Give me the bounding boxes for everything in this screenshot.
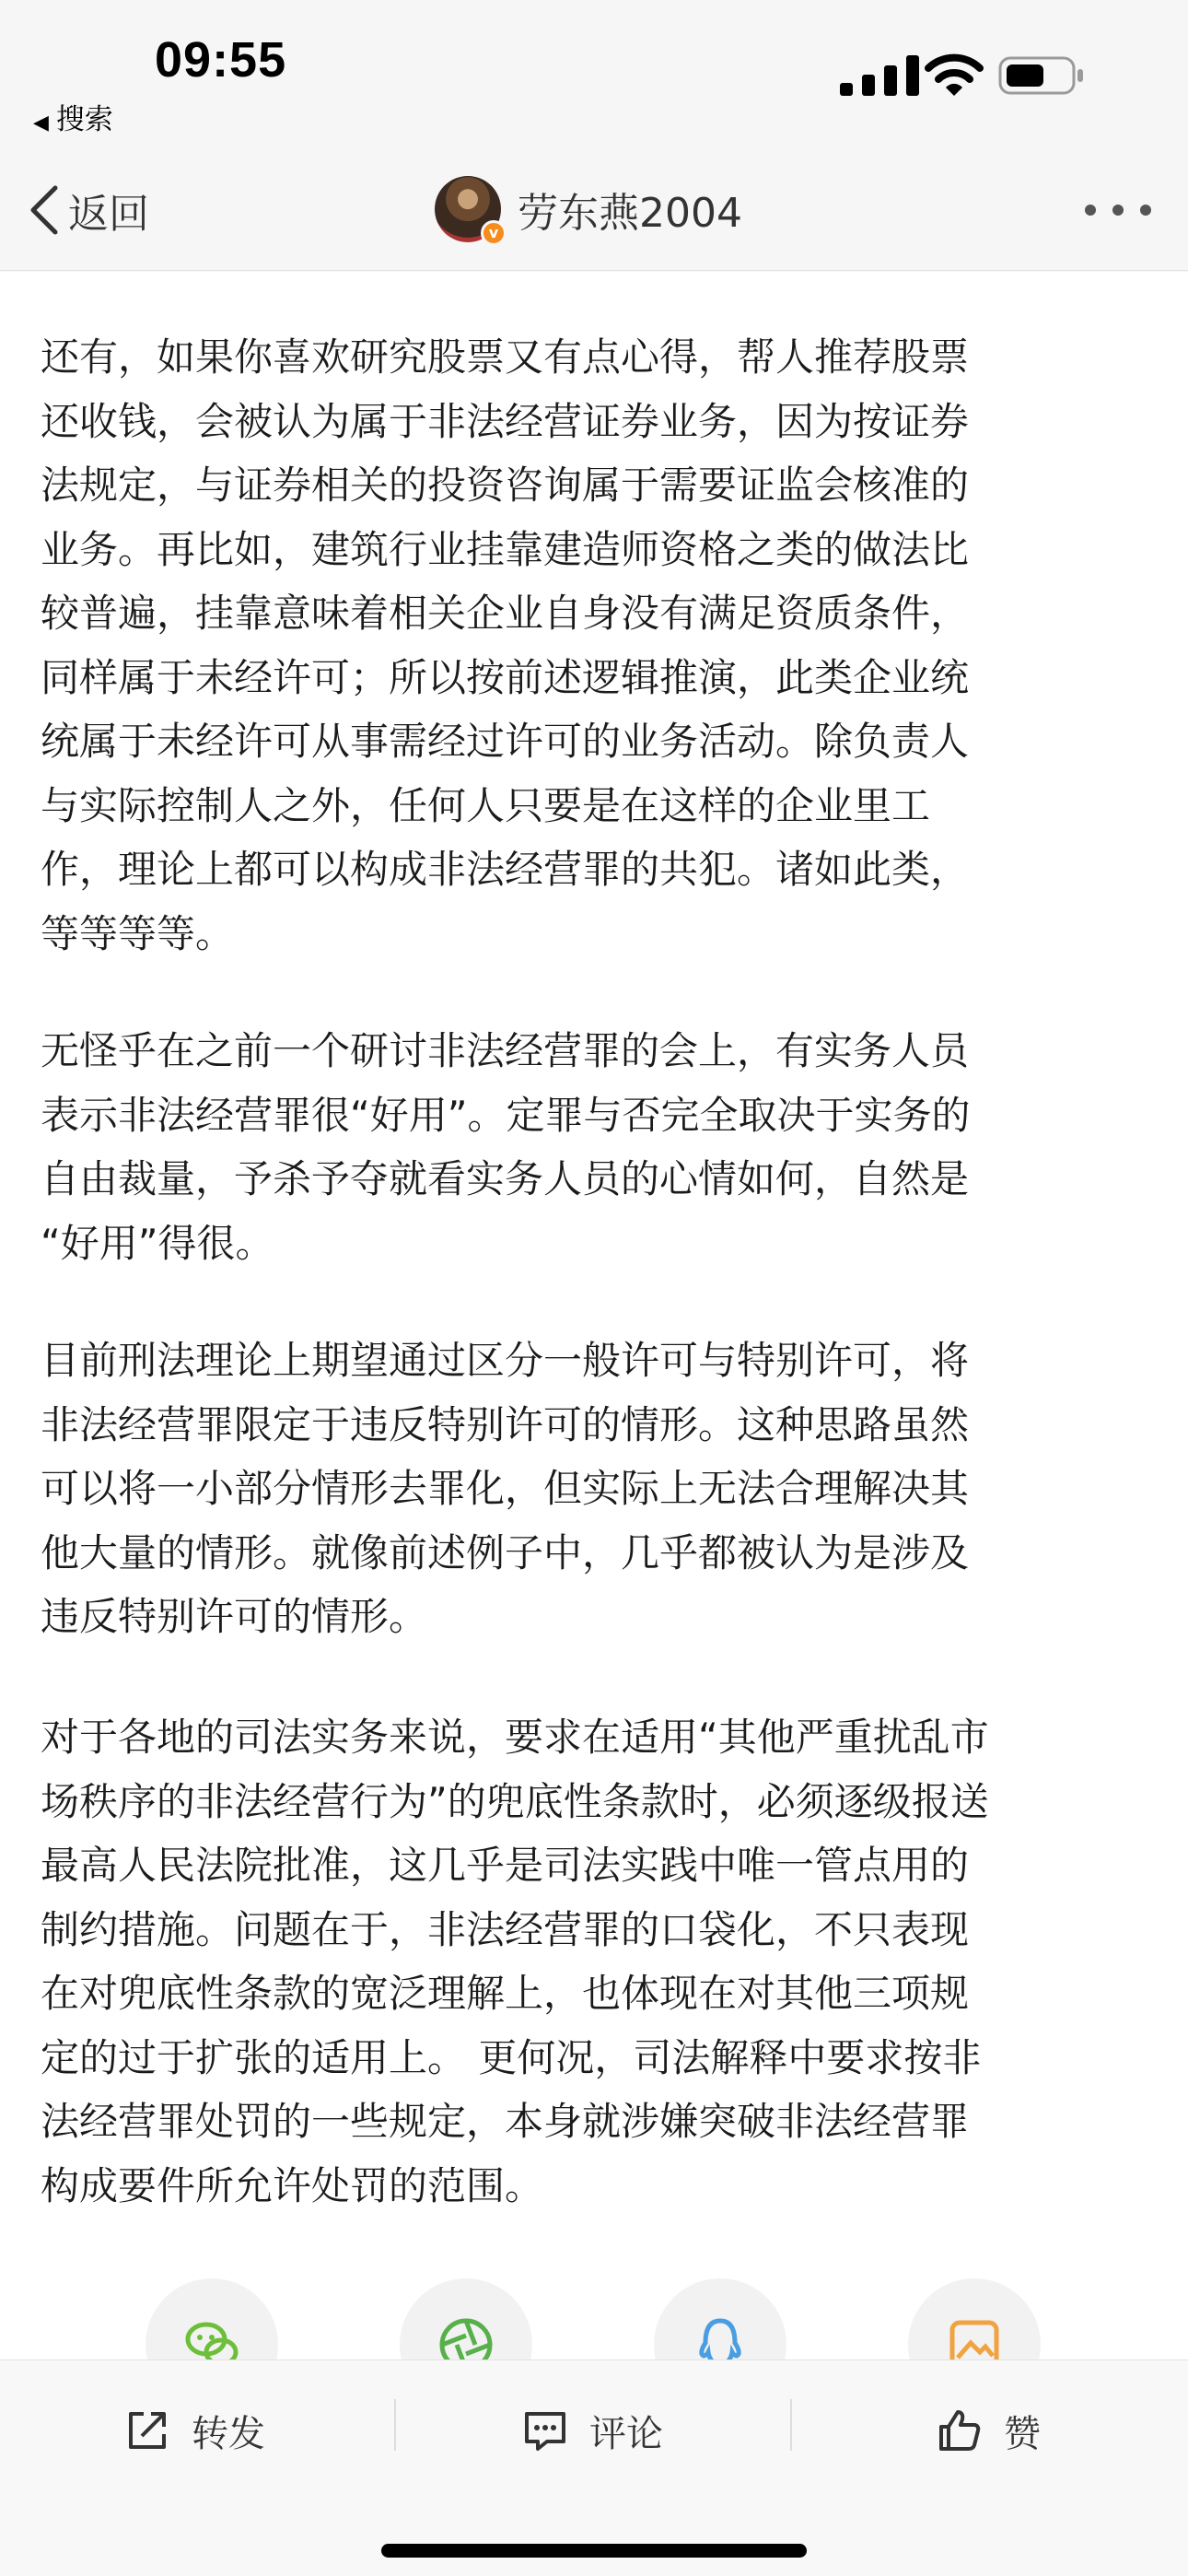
qq-icon <box>691 2315 750 2359</box>
text-line: 等等等等。 <box>41 910 235 956</box>
comment-icon <box>521 2406 569 2454</box>
text-line: 与实际控制人之外，任何人只要是在这样的企业里工 <box>41 782 931 828</box>
text-line: 场秩序的非法经营行为”的兜底性条款时，必须逐级报送 <box>41 1778 989 1824</box>
share-moments-button[interactable] <box>400 2278 532 2359</box>
back-to-app-label: 搜索 <box>55 103 113 136</box>
repost-icon <box>123 2406 171 2454</box>
post-body <box>0 272 1188 2359</box>
back-triangle-icon: ◀ <box>33 111 49 135</box>
share-wechat-button[interactable] <box>146 2278 278 2359</box>
toolbar-divider <box>394 2399 396 2451</box>
verified-badge-icon: v <box>481 220 507 246</box>
comment-button[interactable] <box>521 2397 663 2464</box>
more-icon[interactable] <box>1083 201 1153 219</box>
save-image-icon <box>945 2315 1004 2359</box>
text-line: 法经营罪处罚的一些规定，本身就涉嫌突破非法经营罪 <box>41 2099 970 2144</box>
save-image-button[interactable] <box>908 2278 1041 2359</box>
text-line: 他大量的情形。就像前述例子中，几乎都被认为是涉及 <box>41 1529 970 1575</box>
repost-button[interactable] <box>123 2397 265 2464</box>
share-row <box>0 2278 1188 2359</box>
text-line: 法规定，与证券相关的投资咨询属于需要证监会核准的 <box>41 463 970 508</box>
share-qq-button[interactable] <box>654 2278 786 2359</box>
text-line: 还收钱，会被认为属于非法经营证券业务，因为按证券 <box>41 398 970 444</box>
text-line: “好用”得很。 <box>41 1220 274 1266</box>
back-to-app-link[interactable] <box>33 96 113 137</box>
battery-icon <box>998 55 1085 96</box>
wifi-icon <box>925 52 984 98</box>
text-line: 统属于未经许可从事需经过许可的业务活动。除负责人 <box>41 719 970 764</box>
wechat-icon <box>182 2315 241 2359</box>
text-line: 还有，如果你喜欢研究股票又有点心得，帮人推荐股票 <box>41 334 970 380</box>
author-name: 劳东燕2004 <box>518 190 742 237</box>
text-line: 业务。再比如，建筑行业挂靠建造师资格之类的做法比 <box>41 526 970 572</box>
text-line: 在对兜底性条款的宽泛理解上，也体现在对其他三项规 <box>41 1971 970 2016</box>
back-label: 返回 <box>68 191 149 238</box>
moments-icon <box>437 2315 495 2359</box>
text-line: 定的过于扩张的适用上。 更何况，司法解释中要求按非 <box>41 2034 982 2080</box>
paragraph-3 <box>41 1329 1157 1649</box>
toolbar-divider <box>790 2399 792 2451</box>
chevron-left-icon <box>28 184 61 236</box>
status-time: 09:55 <box>155 32 287 88</box>
text-line: 目前刑法理论上期望通过区分一般许可与特别许可，将 <box>41 1338 970 1383</box>
nav-bar <box>0 147 1188 271</box>
paragraph-1 <box>41 325 1157 966</box>
status-bar <box>0 0 1188 147</box>
text-line: 作，理论上都可以构成非法经营罪的共犯。诸如此类， <box>41 847 970 892</box>
paragraph-4 <box>41 1705 1157 2218</box>
text-line: 构成要件所允许处罚的范围。 <box>41 2162 544 2208</box>
repost-label: 转发 <box>192 2412 265 2455</box>
paragraph-2 <box>41 1019 1157 1275</box>
text-line: 无怪乎在之前一个研讨非法经营罪的会上，有实务人员 <box>41 1028 970 1073</box>
text-line: 对于各地的司法实务来说，要求在适用“其他严重扰乱市 <box>41 1715 989 1760</box>
text-line: 可以将一小部分情形去罪化，但实际上无法合理解决其 <box>41 1466 970 1511</box>
avatar <box>435 176 501 242</box>
text-line: 较普遍，挂靠意味着相关企业自身没有满足资质条件， <box>41 591 970 636</box>
text-line: 非法经营罪限定于违反特别许可的情形。这种思路虽然 <box>41 1401 970 1447</box>
like-label: 赞 <box>1004 2412 1041 2455</box>
author-profile-link[interactable] <box>435 173 742 245</box>
text-line: 表示非法经营罪很“好用”。定罪与否完全取决于实务的 <box>41 1092 971 1138</box>
bottom-toolbar <box>0 2359 1188 2576</box>
home-indicator <box>381 2544 807 2558</box>
text-line: 同样属于未经许可；所以按前述逻辑推演，此类企业统 <box>41 654 970 700</box>
comment-label: 评论 <box>589 2412 663 2455</box>
thumbs-up-icon <box>936 2406 984 2454</box>
text-line: 违反特别许可的情形。 <box>41 1594 428 1639</box>
like-button[interactable] <box>936 2397 1041 2464</box>
text-line: 最高人民法院批准，这几乎是司法实践中唯一管点用的 <box>41 1843 970 1888</box>
text-line: 制约措施。问题在于，非法经营罪的口袋化，不只表现 <box>41 1906 970 1952</box>
back-button[interactable] <box>28 184 149 236</box>
text-line: 自由裁量，予杀予夺就看实务人员的心情如何，自然是 <box>41 1156 970 1201</box>
signal-icon <box>840 55 921 96</box>
